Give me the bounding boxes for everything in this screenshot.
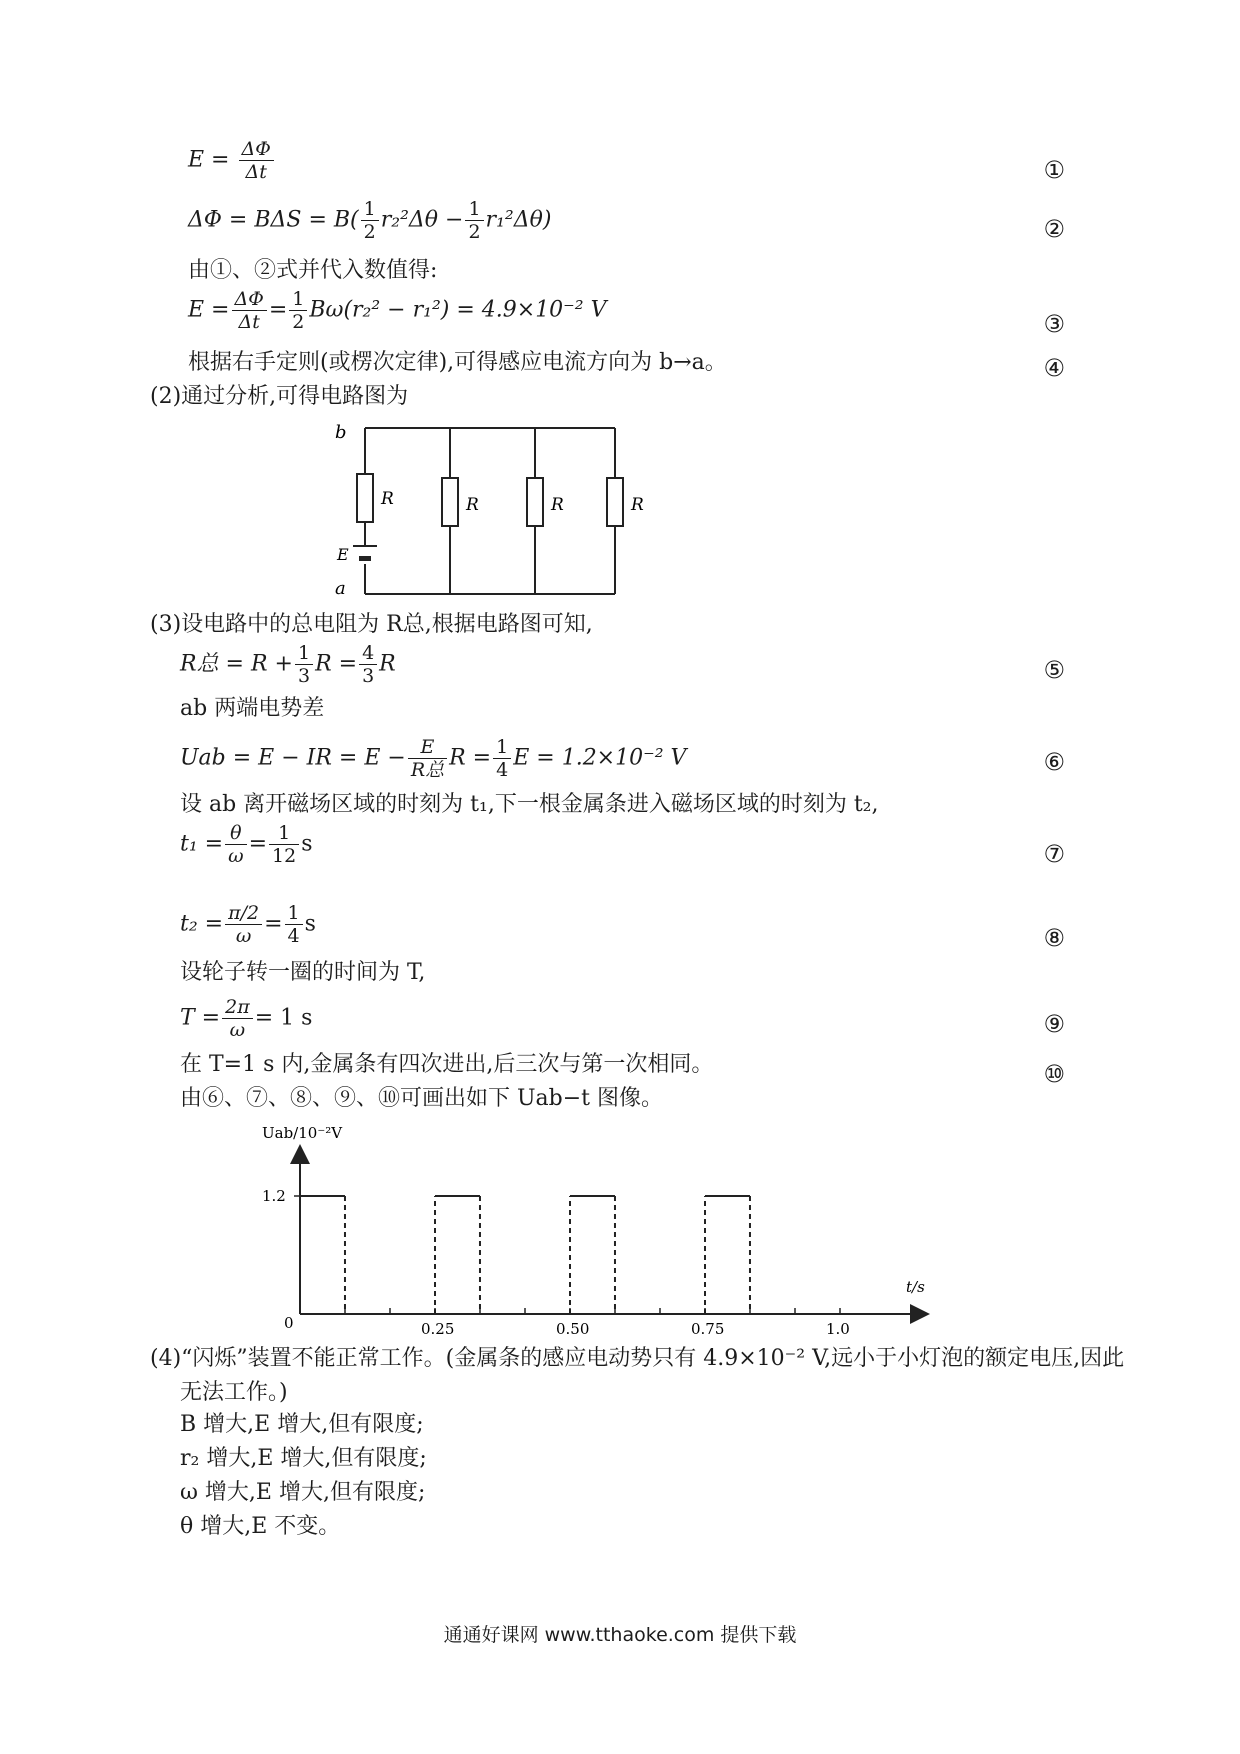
resistor-label: R bbox=[631, 495, 644, 515]
fraction: $\frac{2\pi}{\omega}$ bbox=[222, 996, 253, 1041]
node-label-a: a bbox=[335, 578, 346, 599]
marker-6: ⑥ bbox=[1043, 748, 1065, 776]
marker-4: ④ bbox=[1043, 354, 1065, 382]
text-period: 设轮子转一圈的时间为 T, bbox=[180, 960, 426, 985]
resistor-label: R bbox=[551, 495, 564, 515]
marker-10: ⑩ bbox=[1043, 1060, 1065, 1088]
resistor-4 bbox=[607, 478, 623, 526]
footer-source: 通通好课网 www.tthaoke.com 提供下载 bbox=[443, 1624, 797, 1646]
x-tick-label: 1.0 bbox=[826, 1320, 850, 1338]
part-4-heading: (4)“闪烁”装置不能正常工作。(金属条的感应电动势只有 4.9×10⁻² V,远小于小灯泡的额定电压,因此 bbox=[150, 1346, 1125, 1371]
part-4-continued: 无法工作。) bbox=[180, 1380, 288, 1405]
equation-6: Uab = E − IR = E − $\frac{E}{\text{R总}}$ R = $\frac{1}{4}$ E = 1.2×10⁻² V bbox=[180, 736, 687, 781]
node-label-b: b bbox=[335, 422, 347, 443]
equation-8: t₂ = $\frac{\pi/2}{\omega}$ = $\frac{1}{4}$ s bbox=[180, 902, 316, 947]
fraction: $\frac{\Delta\Phi}{\Delta t}$ bbox=[232, 288, 267, 333]
fraction: $\frac{4}{3}$ bbox=[359, 642, 377, 687]
part-3-heading: (3)设电路中的总电阻为 R总,根据电路图可知, bbox=[150, 612, 593, 637]
x-axis-label: t/s bbox=[906, 1278, 925, 1296]
fraction: $\frac{1}{2}$ bbox=[361, 198, 379, 243]
marker-7: ⑦ bbox=[1043, 840, 1065, 868]
resistor-2 bbox=[442, 478, 458, 526]
fraction: $\frac{1}{2}$ bbox=[289, 288, 307, 333]
x-tick-label: 0.75 bbox=[691, 1320, 725, 1338]
u-t-chart bbox=[240, 1124, 940, 1360]
text-draw-graph: 由⑥、⑦、⑧、⑨、⑩可画出如下 Uab−t 图像。 bbox=[180, 1086, 664, 1111]
list-item: ω 增大,E 增大,但有限度; bbox=[180, 1480, 426, 1505]
battery-short-plate bbox=[359, 556, 371, 561]
x-tick-label: 0.50 bbox=[556, 1320, 590, 1338]
text-direction: 根据右手定则(或楞次定律),可得感应电流方向为 b→a。 bbox=[188, 350, 727, 375]
equation-9: T = $\frac{2\pi}{\omega}$ = 1 s bbox=[180, 996, 313, 1041]
marker-9: ⑨ bbox=[1043, 1010, 1065, 1038]
part-2-heading: (2)通过分析,可得电路图为 bbox=[150, 384, 409, 409]
fraction: $\frac{1}{3}$ bbox=[295, 642, 313, 687]
x-tick-label: 0.25 bbox=[421, 1320, 455, 1338]
marker-5: ⑤ bbox=[1043, 656, 1065, 684]
origin-label: 0 bbox=[284, 1314, 294, 1332]
resistor-label: R bbox=[381, 489, 394, 509]
fraction: $\frac{\theta}{\omega}$ bbox=[225, 822, 247, 867]
fraction: $\frac{E}{\text{R总}}$ bbox=[408, 736, 447, 781]
marker-1: ① bbox=[1043, 156, 1065, 184]
marker-3: ③ bbox=[1043, 310, 1065, 338]
list-item: B 增大,E 增大,但有限度; bbox=[180, 1412, 424, 1437]
fraction: $\frac{1}{12}$ bbox=[269, 822, 299, 867]
list-item: r₂ 增大,E 增大,但有限度; bbox=[180, 1446, 427, 1471]
list-item: θ 增大,E 不变。 bbox=[180, 1514, 341, 1539]
fraction: $\frac{\pi/2}{\omega}$ bbox=[225, 902, 262, 947]
marker-8: ⑧ bbox=[1043, 924, 1065, 952]
equation-1: E = $\frac{\Delta\Phi}{\Delta t}$ bbox=[188, 138, 276, 183]
source-label-E: E bbox=[337, 545, 349, 564]
text-four-times: 在 T=1 s 内,金属条有四次进出,后三次与第一次相同。 bbox=[180, 1052, 714, 1077]
text-potential-diff: ab 两端电势差 bbox=[180, 696, 325, 721]
y-axis-label: Uab/10⁻²V bbox=[262, 1124, 343, 1142]
fraction: $\frac{1}{4}$ bbox=[493, 736, 511, 781]
resistor-1 bbox=[357, 474, 373, 522]
y-tick-label: 1.2 bbox=[262, 1187, 286, 1205]
circuit-diagram bbox=[325, 418, 645, 604]
equation-7: t₁ = $\frac{\theta}{\omega}$ = $\frac{1}{12}$ s bbox=[180, 822, 313, 867]
equation-2: ΔΦ = BΔS = B( $\frac{1}{2}$ r₂²Δθ − $\frac{1}{2}$ r₁²Δθ) bbox=[188, 198, 552, 243]
marker-2: ② bbox=[1043, 215, 1065, 243]
equation-5: R总 = R + $\frac{1}{3}$ R = $\frac{4}{3}$ R bbox=[180, 642, 396, 687]
text-substitute: 由①、②式并代入数值得: bbox=[188, 258, 438, 283]
fraction: $\frac{1}{2}$ bbox=[465, 198, 483, 243]
resistor-3 bbox=[527, 478, 543, 526]
equation-3: E = $\frac{\Delta\Phi}{\Delta t}$ = $\frac{1}{2}$ Bω(r₂² − r₁²) = 4.9×10⁻² V bbox=[188, 288, 607, 333]
fraction: $\frac{1}{4}$ bbox=[285, 902, 303, 947]
fraction: $\frac{\Delta\Phi}{\Delta t}$ bbox=[239, 138, 274, 183]
text-times: 设 ab 离开磁场区域的时刻为 t₁,下一根金属条进入磁场区域的时刻为 t₂, bbox=[180, 792, 879, 817]
resistor-label: R bbox=[466, 495, 479, 515]
